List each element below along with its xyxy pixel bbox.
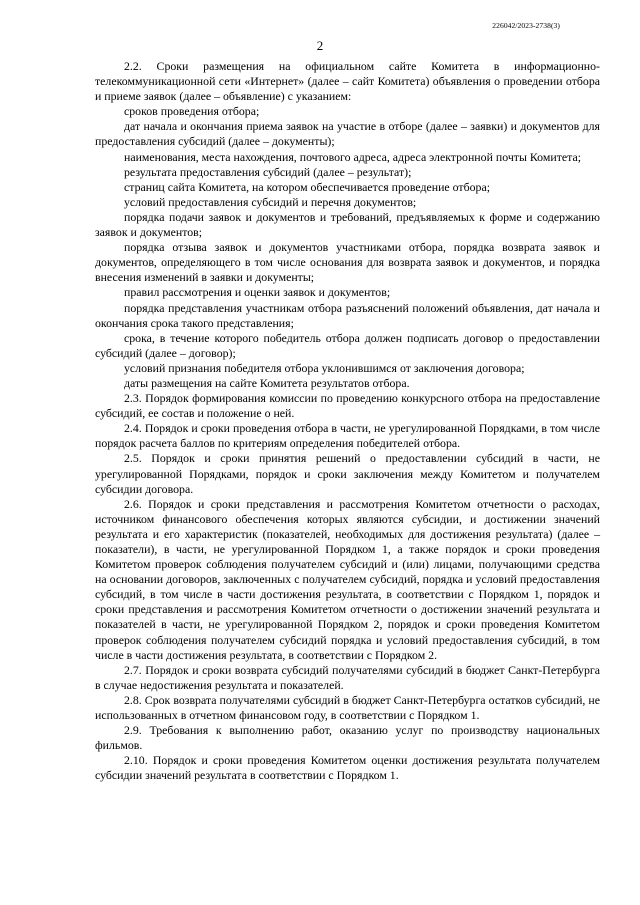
paragraph: страниц сайта Комитета, на котором обеспечивается проведение отбора; <box>124 179 490 194</box>
paragraph: 2.7. Порядок и сроки возврата субсидий получателями субсидий в бюджет Санкт-Петербурга в случае недостижения результата и показателей. <box>95 662 600 692</box>
document-body <box>95 59 600 784</box>
paragraph: 2.9. Требования к выполнению работ, оказанию услуг по производству национальных фильмов. <box>95 723 600 753</box>
paragraph: 2.8. Срок возврата получателями субсидий в бюджет Санкт-Петербурга остатков субсидий, не использованных в отчетном финансовом году, в соответствии с Порядком 1. <box>95 692 600 723</box>
paragraph: 2.6. Порядок и сроки представления и рассмотрения Комитетом отчетности о расходах, источником финансового обеспечения которых являются субсидии, и достижении значений результата и его характеристик (показателей, необходимых для достижения результата) (далее – показатели), в части, не урегулированной Порядком 1, а также порядок и сроки проведения Комитетом проверок соблюдения получателем субсидий и (или) лицами, получающими средства на основании договоров, заключенных с получателем субсидий, порядка и условий предоставления субсидий, в том числе в части достижения результата, в соответствии с Порядком 1, порядок и сроки представления и рассмотрения Комитетом отчетности о достижении значений результата и показателей в части, не урегулированной Порядком 2, порядок и сроки проведения Комитетом проверок соблюдения получателем субсидий порядка и условий предоставления субсидий, в том числе в части достижения результата, в соответствии с Порядком 2. <box>95 496 600 662</box>
paragraph: наименования, места нахождения, почтового адреса, адреса электронной почты Комитета; <box>124 149 582 164</box>
paragraph: порядка представления участникам отбора разъяснений положений объявления, дат начала и окончания срока такого представления; <box>95 300 600 330</box>
paragraph: 2.5. Порядок и сроки принятия решений о предоставлении субсидий в части, не урегулированной Порядками, порядок и сроки заключения между Комитетом и получателем субсидии договора. <box>95 451 600 496</box>
paragraph: 2.4. Порядок и сроки проведения отбора в части, не урегулированной Порядками, в том числе порядок расчета баллов по критериям определения победителей отбора. <box>95 421 600 451</box>
paragraph: даты размещения на сайте Комитета результатов отбора. <box>124 375 410 390</box>
paragraph: условий признания победителя отбора уклонившимся от заключения договора; <box>124 360 525 375</box>
paragraph: сроков проведения отбора; <box>124 104 260 119</box>
paragraph: правил рассмотрения и оценки заявок и документов; <box>124 285 391 300</box>
paragraph: порядка отзыва заявок и документов участниками отбора, порядка возврата заявок и документов, определяющего в том числе основания для возврата заявок и документов, и порядка внесения изменений в заявки и документы; <box>95 240 600 285</box>
page-number: 2 <box>316 38 324 53</box>
paragraph: условий предоставления субсидий и перечня документов; <box>124 194 417 209</box>
paragraph: 2.3. Порядок формирования комиссии по проведению конкурсного отбора на предоставление субсидий, ее состав и положение о ней. <box>95 391 600 421</box>
paragraph: порядка подачи заявок и документов и требований, предъявляемых к форме и содержанию заявок и документов; <box>95 209 600 240</box>
paragraph: 2.2. Сроки размещения на официальном сайте Комитета в информационно-телекоммуникационной сети «Интернет» (далее – сайт Комитета) объявления о проведении отбора и приеме заявок (далее – объявление) с указанием: <box>95 59 600 104</box>
paragraph: дат начала и окончания приема заявок на участие в отборе (далее – заявки) и документов для предоставления субсидий (далее – документы); <box>95 119 600 149</box>
paragraph: результата предоставления субсидий (далее – результат); <box>124 164 412 179</box>
paragraph: срока, в течение которого победитель отбора должен подписать договор о предоставлении субсидий (далее – договор); <box>95 330 600 360</box>
paragraph: 2.10. Порядок и сроки проведения Комитетом оценки достижения результата получателем субсидии значений результата в соответствии с Порядком 1. <box>95 753 600 783</box>
document-id: 226042/2023-2738(3) <box>492 21 560 30</box>
